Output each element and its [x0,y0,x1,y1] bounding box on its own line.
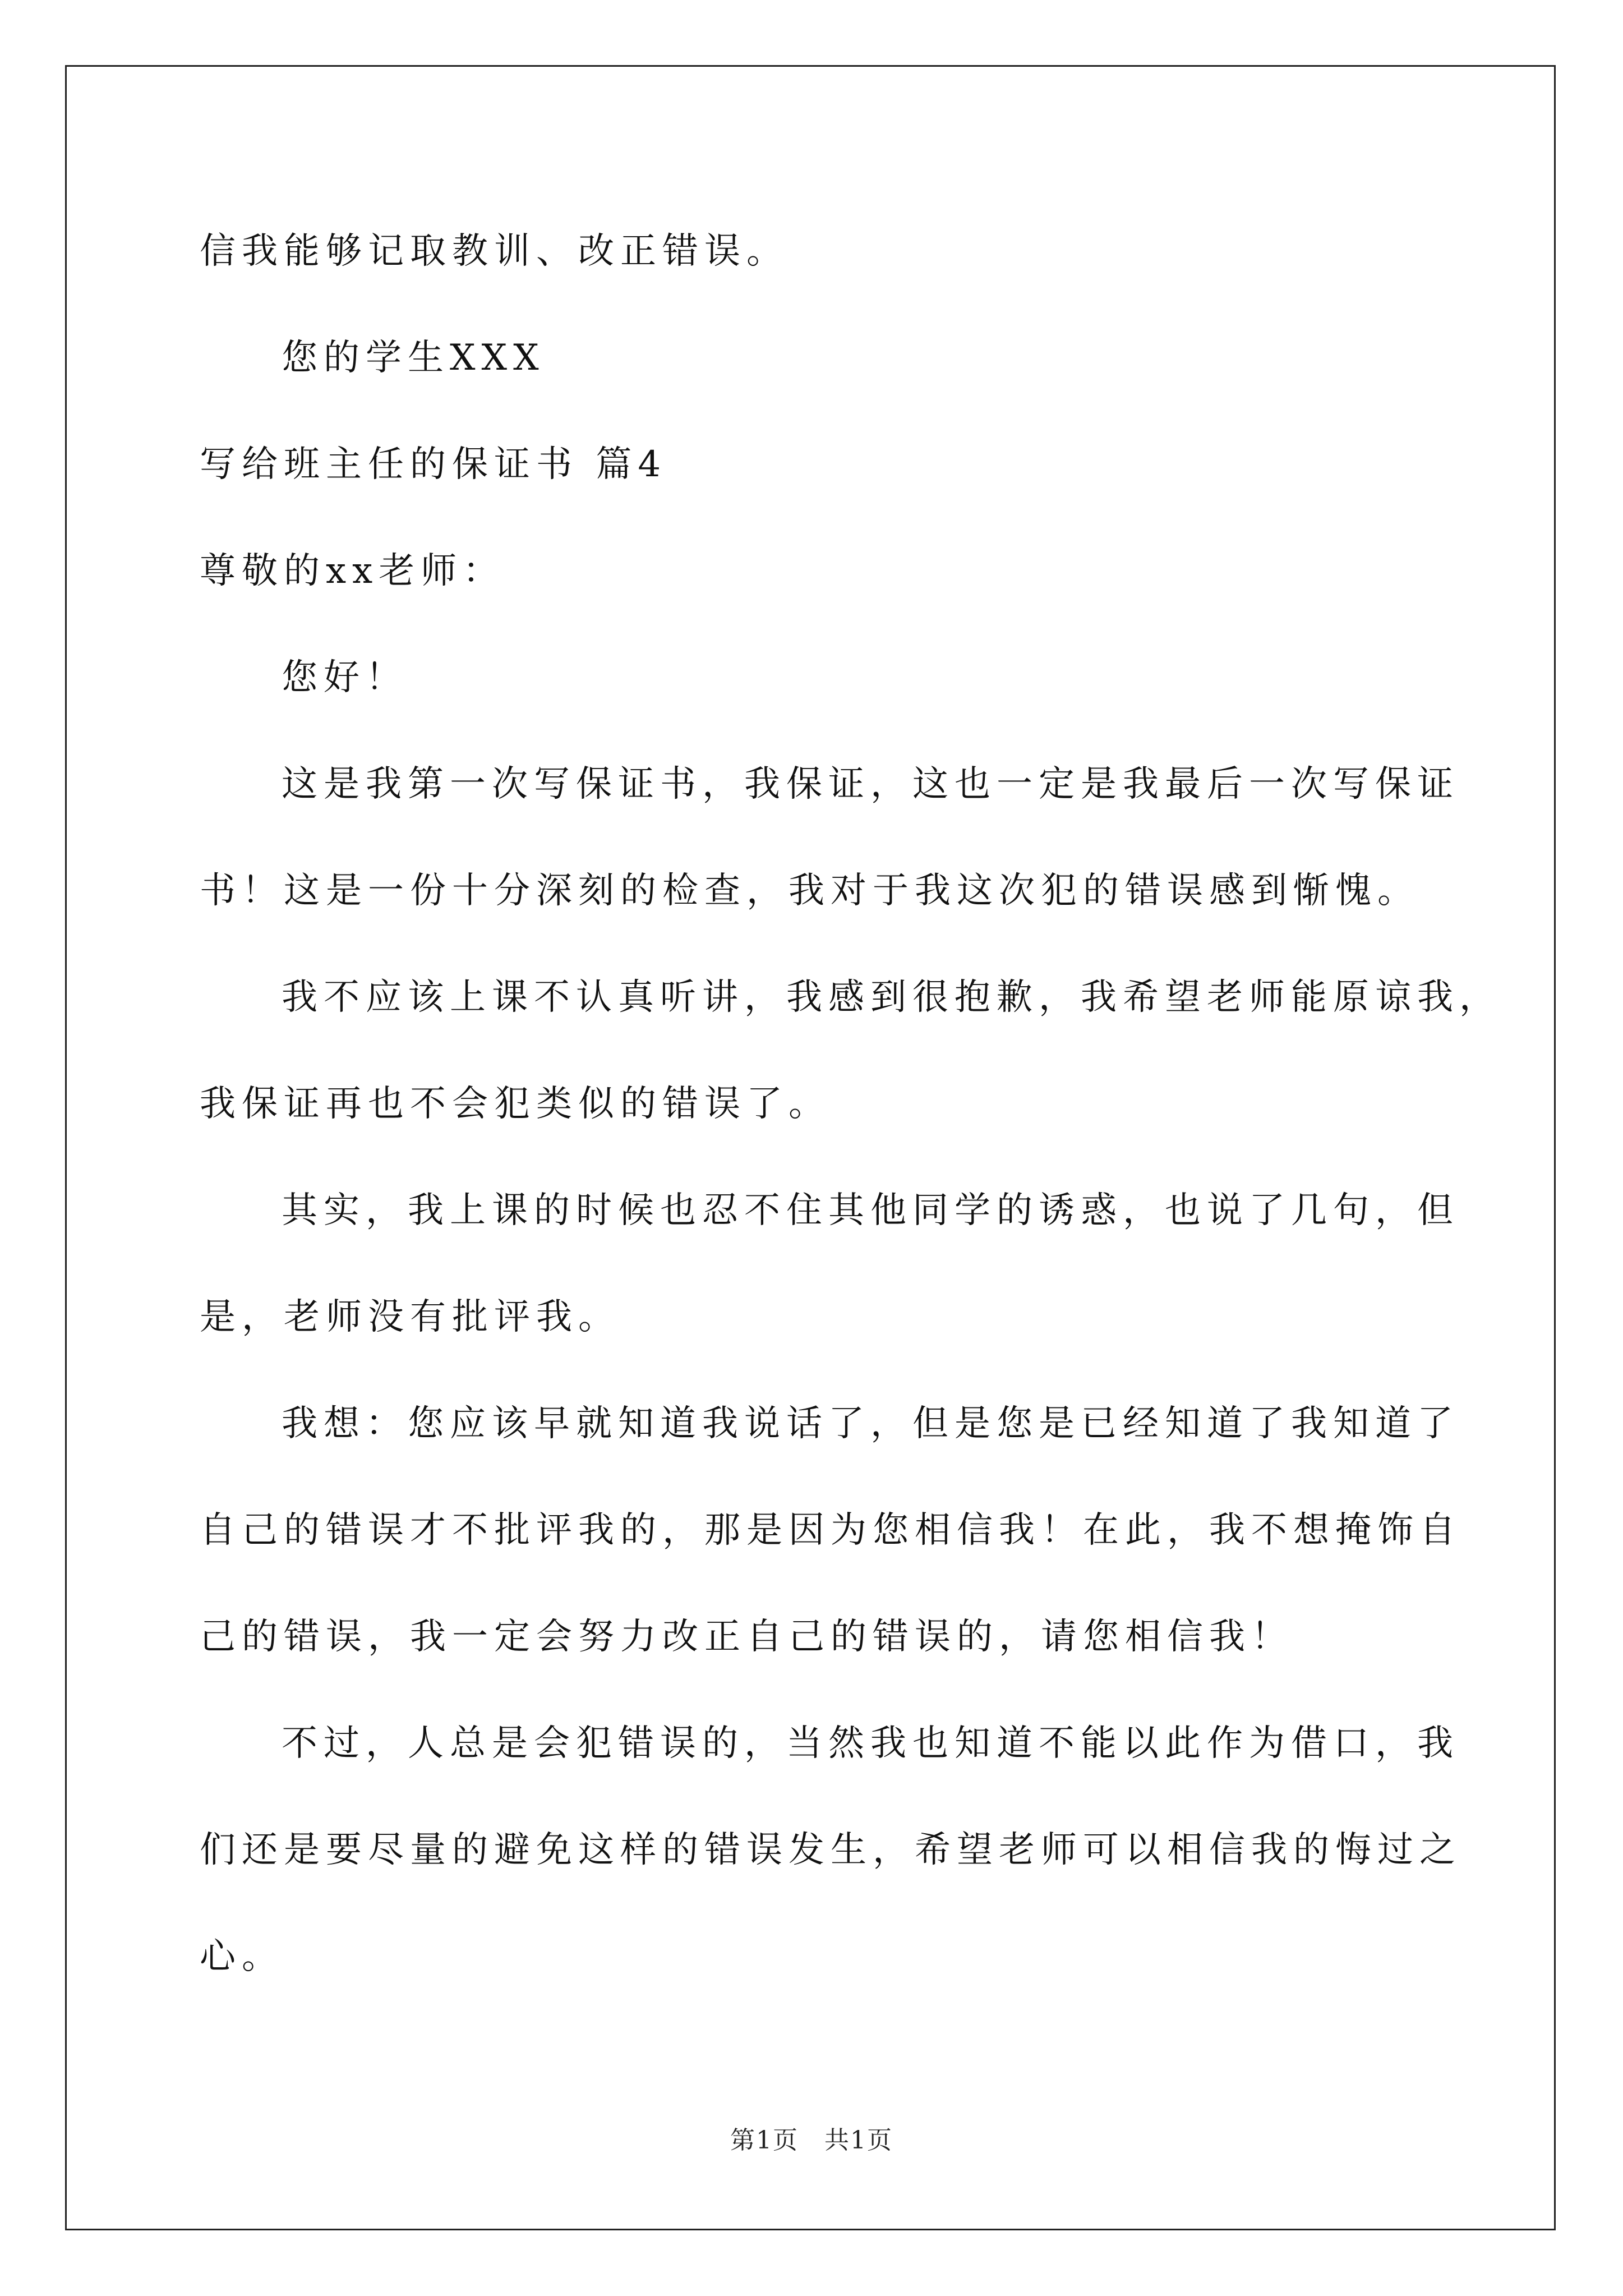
signature-line: 您的学生XXX [282,337,545,379]
paragraph-line: 不过，人总是会犯错误的，当然我也知道不能以此作为借口，我 [282,1723,1459,1764]
paragraph-line: 心。 [200,1936,284,1977]
paragraph-line: 我想：您应该早就知道我说话了，但是您是已经知道了我知道了 [282,1403,1459,1444]
paragraph-line: 我不应该上课不认真听讲，我感到很抱歉，我希望老师能原谅我， [282,977,1501,1018]
paragraph-line: 自己的错误才不批评我的，那是因为您相信我！在此，我不想掩饰自 [200,1510,1461,1551]
paragraph-line: 书！这是一份十分深刻的检查，我对于我这次犯的错误感到惭愧。 [200,870,1419,912]
paragraph-line: 们还是要尽量的避免这样的错误发生，希望老师可以相信我的悔过之 [200,1829,1461,1871]
greeting: 您好！ [282,657,408,698]
paragraph-line: 其实，我上课的时候也忍不住其他同学的诱惑，也说了几句，但 [282,1190,1459,1231]
page-border [65,65,1556,2230]
paragraph-line: 我保证再也不会犯类似的错误了。 [200,1083,831,1125]
paragraph-line: 这是我第一次写保证书，我保证，这也一定是我最后一次写保证 [282,763,1459,805]
paragraph-line: 是，老师没有批评我。 [200,1296,620,1338]
salutation: 尊敬的xx老师： [200,550,505,592]
paragraph-line: 己的错误，我一定会努力改正自己的错误的，请您相信我！ [200,1616,1293,1658]
section-title: 写给班主任的保证书 篇4 [200,444,667,485]
paragraph-line: 信我能够记取教训、改正错误。 [200,231,789,272]
page-footer: 第1页 共1页 [730,2126,893,2155]
